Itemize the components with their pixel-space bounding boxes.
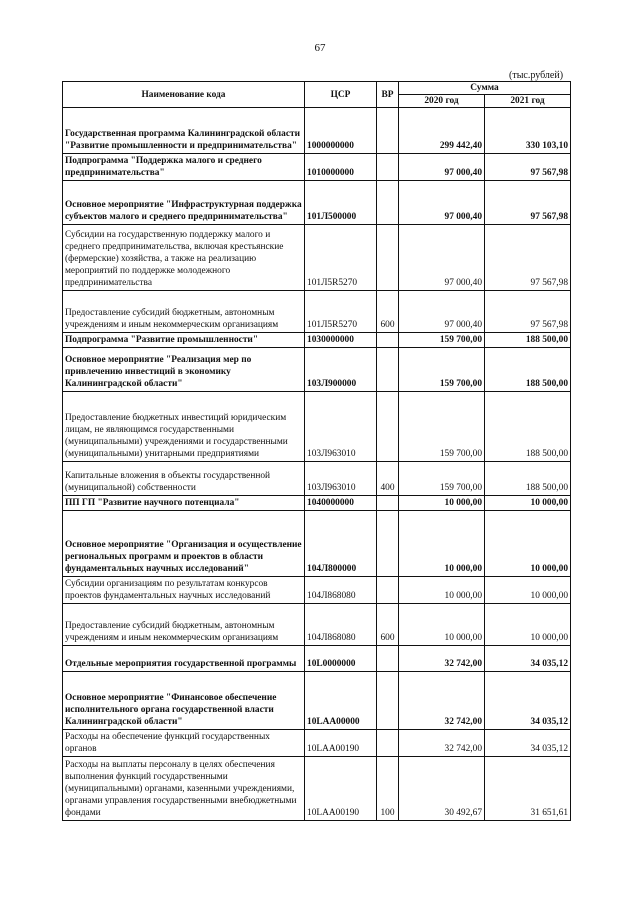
table-body (63, 108, 571, 821)
row-csr-code: 104Л868080 (305, 577, 377, 604)
row-amount-2021: 10 000,00 (485, 604, 571, 646)
row-amount-2020: 299 442,40 (399, 108, 485, 154)
table-row (63, 757, 571, 821)
row-vr-code: 600 (377, 291, 399, 333)
page-number: 67 (314, 42, 326, 54)
row-name: Капитальные вложения в объекты государственной (муниципальной) собственности (63, 462, 305, 496)
row-amount-2021: 97 567,98 (485, 154, 571, 181)
table-row (63, 108, 571, 154)
table-row (63, 577, 571, 604)
row-amount-2021: 188 500,00 (485, 333, 571, 348)
table-row (63, 496, 571, 511)
row-amount-2021: 188 500,00 (485, 392, 571, 462)
row-amount-2020: 30 492,67 (399, 757, 485, 821)
row-name: Расходы на обеспечение функций государственных органов (63, 730, 305, 757)
row-vr-code: 400 (377, 462, 399, 496)
header-csr: ЦСР (305, 82, 377, 108)
row-csr-code: 10LAA00190 (305, 730, 377, 757)
row-vr-code (377, 730, 399, 757)
row-amount-2020: 32 742,00 (399, 646, 485, 672)
table-row (63, 225, 571, 291)
row-csr-code: 103Л963010 (305, 462, 377, 496)
row-csr-code: 1030000000 (305, 333, 377, 348)
row-amount-2021: 10 000,00 (485, 511, 571, 577)
row-vr-code (377, 181, 399, 225)
row-amount-2020: 159 700,00 (399, 348, 485, 392)
row-vr-code (377, 646, 399, 672)
header-year-2020: 2020 год (399, 95, 485, 108)
row-csr-code: 10LAA00000 (305, 672, 377, 730)
row-csr-code: 1010000000 (305, 154, 377, 181)
table-row (63, 392, 571, 462)
row-csr-code: 103Л900000 (305, 348, 377, 392)
row-vr-code: 600 (377, 604, 399, 646)
row-amount-2020: 97 000,40 (399, 225, 485, 291)
table-row (63, 291, 571, 333)
row-csr-code: 103Л963010 (305, 392, 377, 462)
row-name: Предоставление бюджетных инвестиций юридическим лицам, не являющимся государственными (муниципальными) учреждениями и государственными (муниципальными) унитарными предприятиями (63, 392, 305, 462)
row-vr-code (377, 154, 399, 181)
row-amount-2021: 10 000,00 (485, 577, 571, 604)
row-vr-code (377, 577, 399, 604)
row-amount-2020: 10 000,00 (399, 496, 485, 511)
table-row (63, 604, 571, 646)
row-csr-code: 101Л5R5270 (305, 291, 377, 333)
row-name: ПП ГП "Развитие научного потенциала" (63, 496, 305, 511)
row-amount-2021: 97 567,98 (485, 181, 571, 225)
row-amount-2020: 97 000,40 (399, 154, 485, 181)
row-amount-2021: 31 651,61 (485, 757, 571, 821)
row-vr-code (377, 496, 399, 511)
table-row (63, 511, 571, 577)
table-row (63, 154, 571, 181)
row-name: Предоставление субсидий бюджетным, автономным учреждениям и иным некоммерческим организациям (63, 604, 305, 646)
row-amount-2020: 32 742,00 (399, 672, 485, 730)
row-name: Субсидии на государственную поддержку малого и среднего предпринимательства, включая крестьянские (фермерские) хозяйства, а также на реализацию мероприятий по поддержке молодежного предпринимательства (63, 225, 305, 291)
table-row (63, 730, 571, 757)
row-amount-2021: 10 000,00 (485, 496, 571, 511)
row-amount-2021: 34 035,12 (485, 646, 571, 672)
row-name: Подпрограмма "Развитие промышленности" (63, 333, 305, 348)
row-amount-2020: 10 000,00 (399, 511, 485, 577)
header-sum: Сумма (399, 82, 571, 95)
row-name: Основное мероприятие "Финансовое обеспечение исполнительного органа государственной власти Калининградской области" (63, 672, 305, 730)
table-row (63, 672, 571, 730)
row-amount-2020: 10 000,00 (399, 577, 485, 604)
row-vr-code (377, 672, 399, 730)
row-amount-2021: 188 500,00 (485, 462, 571, 496)
row-vr-code (377, 392, 399, 462)
row-name: Основное мероприятие "Организация и осуществление региональных программ и проектов в области фундаментальных научных исследований" (63, 511, 305, 577)
table-row (63, 646, 571, 672)
row-csr-code: 101Л500000 (305, 181, 377, 225)
row-vr-code (377, 108, 399, 154)
row-name: Отдельные мероприятия государственной программы (63, 646, 305, 672)
row-name: Подпрограмма "Поддержка малого и среднего предпринимательства" (63, 154, 305, 181)
row-csr-code: 104Л800000 (305, 511, 377, 577)
row-csr-code: 10L0000000 (305, 646, 377, 672)
row-amount-2020: 97 000,40 (399, 181, 485, 225)
row-amount-2021: 97 567,98 (485, 225, 571, 291)
row-name: Предоставление субсидий бюджетным, автономным учреждениям и иным некоммерческим организациям (63, 291, 305, 333)
table-row (63, 462, 571, 496)
row-vr-code (377, 348, 399, 392)
row-amount-2020: 32 742,00 (399, 730, 485, 757)
table-row (63, 181, 571, 225)
row-name: Государственная программа Калининградской области "Развитие промышленности и предпринимательства" (63, 108, 305, 154)
row-amount-2020: 10 000,00 (399, 604, 485, 646)
row-amount-2021: 330 103,10 (485, 108, 571, 154)
row-amount-2020: 159 700,00 (399, 333, 485, 348)
row-amount-2020: 97 000,40 (399, 291, 485, 333)
row-amount-2020: 159 700,00 (399, 392, 485, 462)
row-amount-2021: 34 035,12 (485, 672, 571, 730)
table-row (63, 348, 571, 392)
row-vr-code: 100 (377, 757, 399, 821)
row-name: Расходы на выплаты персоналу в целях обеспечения выполнения функций государственными (муниципальными) органами, казенными учреждениями, органами управления государственными внебюджетными фондами (63, 757, 305, 821)
row-csr-code: 101Л5R5270 (305, 225, 377, 291)
row-vr-code (377, 333, 399, 348)
row-amount-2021: 97 567,98 (485, 291, 571, 333)
row-amount-2021: 188 500,00 (485, 348, 571, 392)
header-year-2021: 2021 год (485, 95, 571, 108)
row-name: Основное мероприятие "Инфраструктурная поддержка субъектов малого и среднего предпринимательства" (63, 181, 305, 225)
units-label: (тыс.рублей) (509, 70, 564, 81)
row-name: Основное мероприятие "Реализация мер по привлечению инвестиций в экономику Калининградской области" (63, 348, 305, 392)
row-amount-2021: 34 035,12 (485, 730, 571, 757)
row-csr-code: 1000000000 (305, 108, 377, 154)
row-csr-code: 10LAA00190 (305, 757, 377, 821)
row-amount-2020: 159 700,00 (399, 462, 485, 496)
budget-table (62, 81, 571, 821)
header-vr: ВР (377, 82, 399, 108)
row-csr-code: 104Л868080 (305, 604, 377, 646)
table-row (63, 333, 571, 348)
row-vr-code (377, 511, 399, 577)
row-csr-code: 1040000000 (305, 496, 377, 511)
header-name: Наименование кода (63, 82, 305, 108)
row-name: Субсидии организациям по результатам конкурсов проектов фундаментальных научных исследований (63, 577, 305, 604)
row-vr-code (377, 225, 399, 291)
